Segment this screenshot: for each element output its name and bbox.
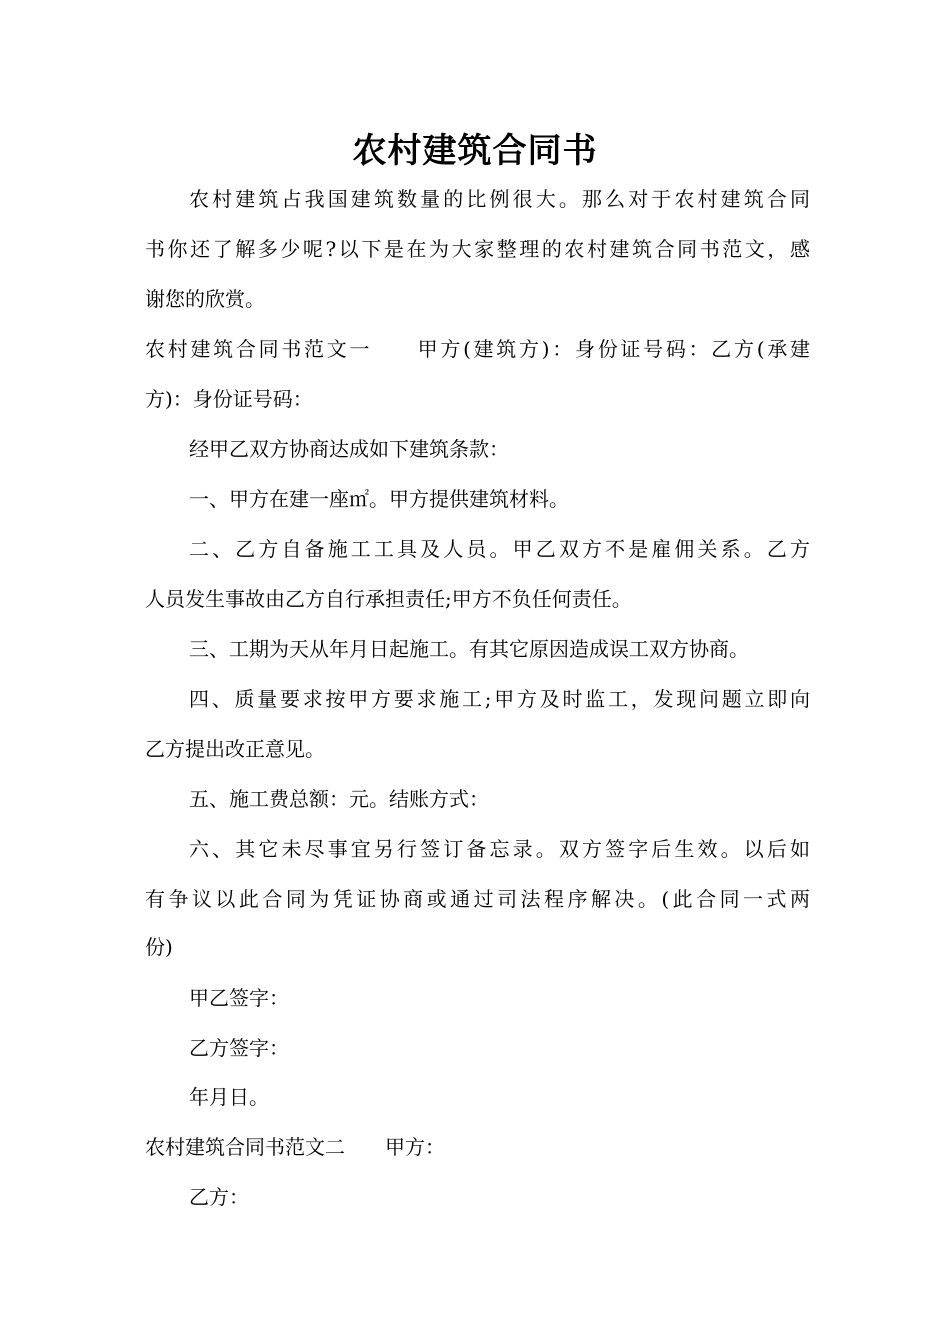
date-line: 年月日。: [189, 1085, 269, 1109]
paragraph-line: 经甲乙双方协商达成如下建筑条款：: [189, 437, 509, 461]
document-title: 农村建筑合同书: [352, 131, 598, 171]
clause-line: 一、甲方在建一座㎡。甲方提供建筑材料。: [189, 487, 569, 511]
clause-line: 有争议以此合同为凭证协商或通过司法程序解决。(此合同一式两: [145, 887, 810, 911]
clause-line: 份): [145, 935, 173, 959]
paragraph-line: 乙方：: [189, 1185, 249, 1209]
section-heading-line: 农村建筑合同书范文二 甲方：: [145, 1135, 445, 1159]
clause-line: 乙方提出改正意见。: [145, 737, 325, 761]
clause-line: 二、乙方自备施工工具及人员。甲乙双方不是雇佣关系。乙方: [189, 537, 810, 561]
paragraph-line: 农村建筑占我国建筑数量的比例很大。那么对于农村建筑合同: [189, 187, 810, 211]
clause-line: 六、其它未尽事宜另行签订备忘录。双方签字后生效。以后如: [189, 837, 810, 861]
clause-line: 四、质量要求按甲方要求施工;甲方及时监工，发现问题立即向: [189, 687, 810, 711]
section-heading-line: 农村建筑合同书范文一 甲方(建筑方)：身份证号码：乙方(承建: [145, 337, 810, 361]
signature-line: 乙方签字：: [189, 1036, 289, 1060]
paragraph-line: 谢您的欣赏。: [145, 287, 265, 311]
clause-line: 人员发生事故由乙方自行承担责任;甲方不负任何责任。: [145, 587, 632, 611]
clause-line: 三、工期为天从年月日起施工。有其它原因造成误工双方协商。: [189, 637, 749, 661]
paragraph-line: 书你还了解多少呢?以下是在为大家整理的农村建筑合同书范文，感: [145, 237, 810, 261]
clause-line: 五、施工费总额：元。结账方式：: [189, 787, 489, 811]
signature-line: 甲乙签字：: [189, 986, 289, 1010]
paragraph-line: 方)：身份证号码：: [145, 387, 313, 411]
